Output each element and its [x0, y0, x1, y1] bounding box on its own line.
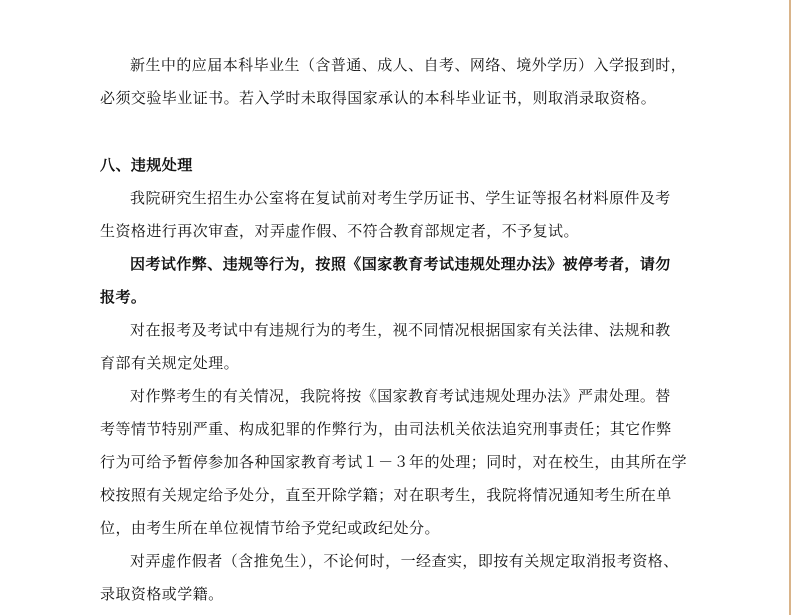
paragraph-line: 必须交验毕业证书。若入学时未取得国家承认的本科毕业证书，则取消录取资格。	[100, 89, 657, 107]
bold-paragraph-line: 因考试作弊、违规等行为，按照《国家教育考试违规处理办法》被停考者，请勿	[130, 255, 671, 273]
paragraph-line: 我院研究生招生办公室将在复试前对考生学历证书、学生证等报名材料原件及考	[130, 189, 671, 207]
paragraph-line: 育部有关规定处理。	[100, 354, 240, 372]
paragraph-line: 位，由考生所在单位视情节给予党纪或政纪处分。	[100, 519, 440, 537]
section-heading: 八、违规处理	[100, 156, 193, 174]
paragraph-line: 行为可给予暂停参加各种国家教育考试１－３年的处理；同时，对在校生，由其所在学	[100, 453, 688, 471]
paragraph-line: 生资格进行再次审查，对弄虚作假、不符合教育部规定者，不予复试。	[100, 222, 579, 240]
paragraph-line: 考等情节特别严重、构成犯罪的作弊行为，由司法机关依法追究刑事责任；其它作弊	[100, 420, 672, 438]
paragraph-line: 对在报考及考试中有违规行为的考生，视不同情况根据国家有关法律、法规和教	[130, 321, 671, 339]
paragraph-line: 新生中的应届本科毕业生（含普通、成人、自考、网络、境外学历）入学报到时，	[130, 56, 687, 74]
bold-paragraph-line: 报考。	[100, 288, 147, 306]
paragraph-line: 对作弊考生的有关情况，我院将按《国家教育考试违规处理办法》严肃处理。替	[130, 387, 671, 405]
paragraph-line: 对弄虚作假者（含推免生），不论何时，一经查实，即按有关规定取消报考资格、	[130, 552, 679, 570]
paragraph-line: 录取资格或学籍。	[100, 585, 224, 603]
paragraph-line: 校按照有关规定给予处分，直至开除学籍；对在职考生，我院将情况通知考生所在单	[100, 486, 672, 504]
